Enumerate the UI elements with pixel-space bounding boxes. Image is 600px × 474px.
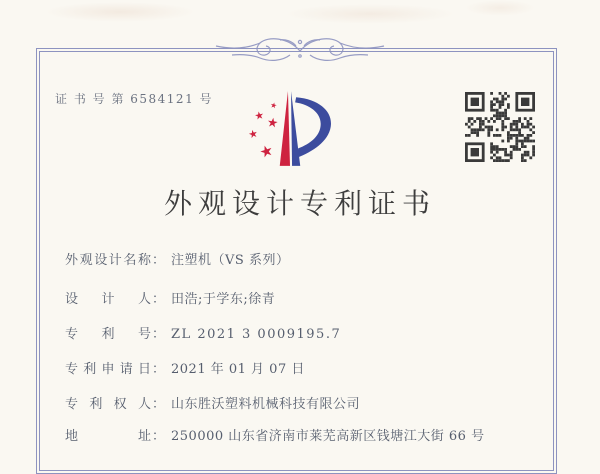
field-label: 专利号 (65, 327, 151, 342)
field-label: 设计人 (65, 292, 151, 307)
scan-smudge (285, 4, 455, 24)
cnipa-emblem-icon (246, 88, 334, 172)
field-value: 250000 山东省济南市莱芜高新区钱塘江大街 66 号 (171, 429, 485, 444)
field-designers: 设计人： 田浩;于学东;徐青 (65, 288, 275, 307)
field-filing-date: 专利申请日： 2021 年 01 月 07 日 (65, 358, 305, 377)
certificate-number: 证 书 号 第 6584121 号 (55, 92, 214, 106)
field-value: ZL 2021 3 0009195.7 (171, 327, 342, 342)
field-value: 田浩;于学东;徐青 (171, 292, 276, 307)
field-address: 地址： 250000 山东省济南市莱芜高新区钱塘江大街 66 号 (65, 425, 485, 444)
field-value: 山东胜沃塑料机械科技有限公司 (171, 397, 361, 412)
qr-code (465, 92, 535, 162)
scroll-flourish-icon (212, 34, 388, 66)
certificate-title: 外观设计专利证书 (163, 187, 436, 220)
scan-smudge (45, 2, 195, 22)
scan-smudge (465, 0, 535, 16)
field-patentee: 专利权人： 山东胜沃塑料机械科技有限公司 (65, 393, 360, 412)
field-value: 2021 年 01 月 07 日 (171, 362, 305, 377)
field-label: 地址 (65, 429, 151, 444)
field-label: 专利申请日 (65, 362, 151, 377)
field-value: 注塑机（VS 系列） (171, 253, 290, 268)
field-label: 专利权人 (65, 397, 151, 412)
field-patent-number: 专利号： ZL 2021 3 0009195.7 (65, 323, 341, 342)
field-label: 外观设计名称 (65, 253, 151, 268)
field-design-name: 外观设计名称： 注塑机（VS 系列） (65, 249, 289, 268)
